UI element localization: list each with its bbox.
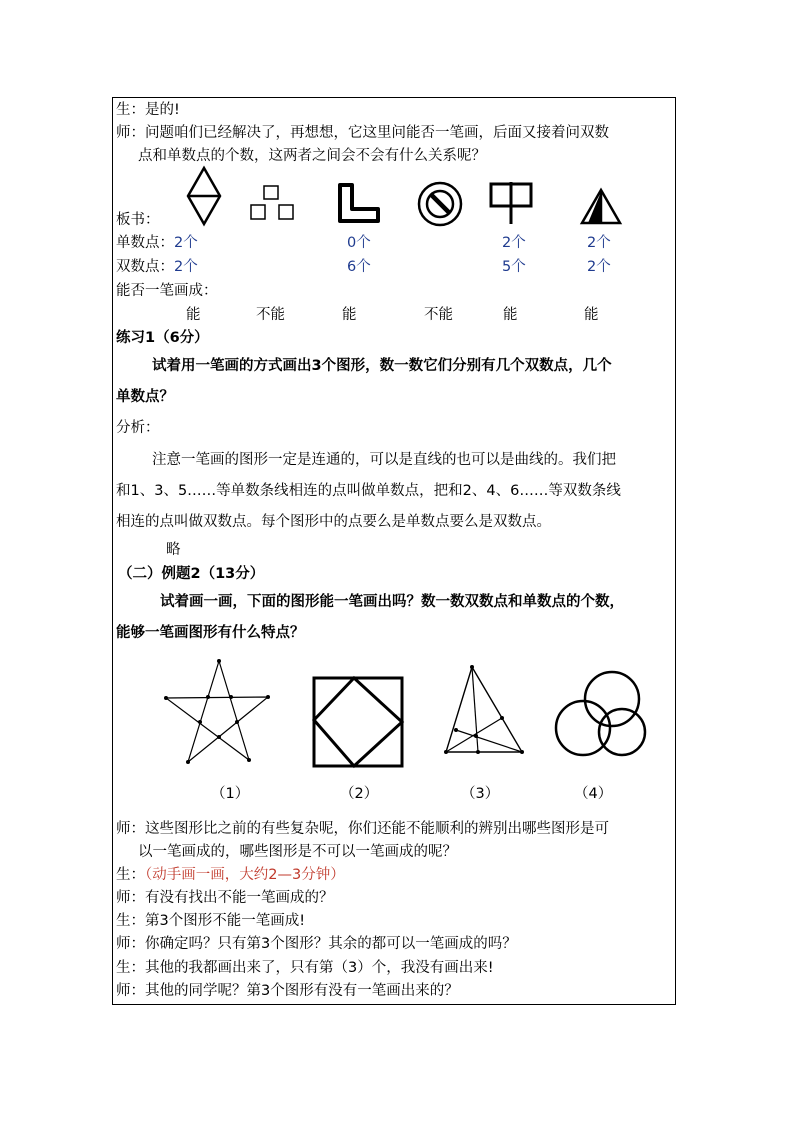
single-count: 2个	[502, 235, 526, 251]
single-count: 2个	[587, 235, 611, 251]
dialog-line: 师：有没有找出不能一笔画成的？	[116, 890, 334, 906]
activity-note: （动手画一画，大约2—3分钟）	[145, 867, 345, 883]
can-result: 不能	[256, 307, 285, 323]
analysis-label: 分析：	[116, 420, 160, 436]
figure-caption: （3）	[461, 786, 500, 802]
double-label: 双数点：	[116, 259, 174, 275]
analysis-text: 注意一笔画的图形一定是连通的，可以是直线的也可以是曲线的。我们把	[152, 452, 616, 468]
dialog-line: 点和单数点的个数，这两者之间会不会有什么关系呢？	[138, 148, 486, 164]
dialog-line	[116, 866, 345, 884]
answer-text: 略	[166, 542, 181, 558]
figure-zhong-character	[488, 180, 534, 226]
single-label: 单数点：	[116, 235, 174, 251]
figure-no-sign	[416, 180, 464, 228]
figure-triangle-median	[580, 188, 624, 226]
analysis-text: 和1、3、5……等单数条线相连的点叫做单数点，把和2、4、6……等双数条线	[116, 483, 621, 499]
can-result: 能	[342, 307, 357, 323]
figure-caption: （2）	[340, 786, 379, 802]
example-prompt: 试着画一画，下面的图形能一笔画出吗？数一数双数点和单数点的个数，	[160, 594, 624, 610]
figure-triangle-cevians	[442, 664, 526, 756]
single-count: 2个	[174, 235, 198, 251]
board-label: 板书：	[116, 212, 160, 228]
figure-l-shape	[336, 181, 382, 225]
dialog-line: 生：是的!	[116, 102, 180, 118]
exercise-prompt: 试着用一笔画的方式画出3个图形，数一数它们分别有几个双数点，几个	[152, 358, 612, 374]
can-result: 能	[186, 307, 201, 323]
dialog-line: 师：其他的同学呢？第3个图形有没有一笔画出来的？	[116, 983, 459, 999]
dialog-line: 以一笔画成的，哪些图形是不可以一笔画成的呢？	[138, 844, 457, 860]
exercise-title: 练习1（6分）	[116, 330, 209, 346]
figure-three-squares	[250, 185, 296, 221]
example-title: （二）例题2（13分）	[118, 566, 265, 582]
double-count: 5个	[502, 259, 526, 275]
dialog-line: 师：你确定吗？只有第3个图形？其余的都可以一笔画成的吗？	[116, 936, 517, 952]
can-result: 能	[503, 307, 518, 323]
figure-star	[158, 656, 286, 766]
figure-diamond	[186, 166, 222, 226]
example-prompt: 能够一笔画图形有什么特点？	[116, 625, 305, 641]
figure-three-circles	[552, 668, 662, 768]
double-count: 2个	[587, 259, 611, 275]
dialog-line: 师：这些图形比之前的有些复杂呢，你们还能不能顺利的辨别出哪些图形是可	[116, 821, 609, 837]
can-result: 能	[584, 307, 599, 323]
double-count: 6个	[347, 259, 371, 275]
analysis-text: 相连的点叫做双数点。每个图形中的点要么是单数点要么是双数点。	[116, 514, 551, 530]
dialog-line: 师：问题咱们已经解决了，再想想，它这里问能否一笔画，后面又接着问双数	[116, 125, 609, 141]
exercise-prompt: 单数点？	[116, 389, 174, 405]
speaker-label: 生：	[116, 867, 145, 883]
figure-caption: （1）	[211, 786, 250, 802]
can-result: 不能	[424, 307, 453, 323]
double-count: 2个	[174, 259, 198, 275]
figure-square-diamond	[312, 676, 404, 768]
dialog-line: 生：其他的我都画出来了，只有第（3）个，我没有画出来!	[116, 960, 494, 976]
single-count: 0个	[347, 235, 371, 251]
can-label: 能否一笔画成：	[116, 283, 218, 299]
dialog-line: 生：第3个图形不能一笔画成!	[116, 913, 306, 929]
figure-caption: （4）	[574, 786, 613, 802]
